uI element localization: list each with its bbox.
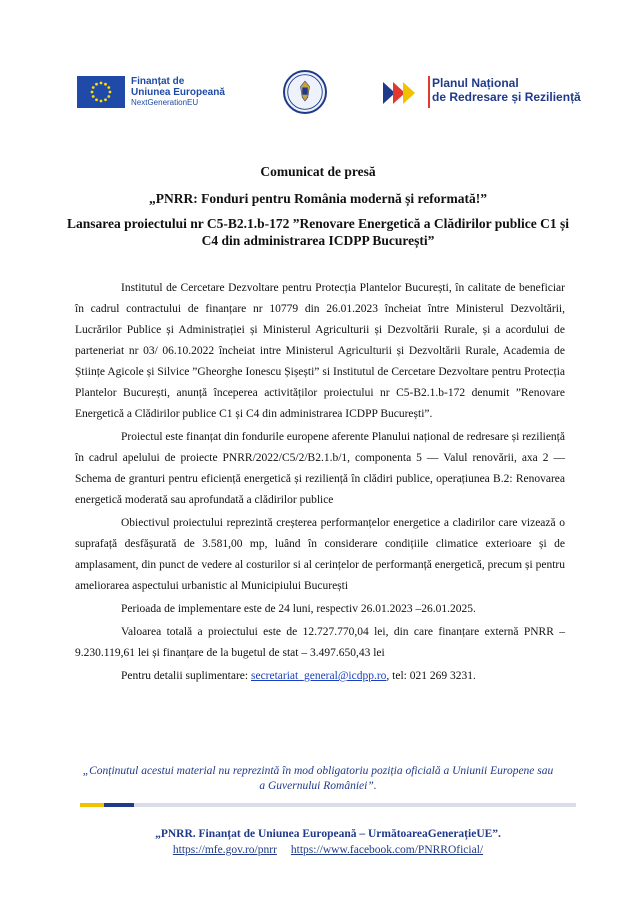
pnrr-label-line2: de Redresare și Reziliență — [432, 90, 581, 104]
press-release-label: Comunicat de presă — [260, 164, 376, 179]
footer-title: „PNRR. Finanțat de Uniunea Europeană – UrmătoareaGenerațieUE”. — [155, 828, 501, 840]
mfe-link[interactable]: https://mfe.gov.ro/pnrr — [172, 844, 277, 856]
paragraph-objective: Obiectivul proiectului reprezintă creșterea performanțelor energetice a cladirilor care vizează o suprafață desfășurată de 3.581,00 mp, luând în considerare condițiile climatice exterioare și de amplasament, din punct de vedere al costurilor si al cerințelor de performanță energetică, precum și pentru ameliorarea aspectului urbanistic al Municipiului București — [75, 517, 565, 592]
pnrr-label-line1: Planul Național — [432, 76, 519, 90]
eu-label-line1: Finanțat de — [131, 76, 185, 87]
project-title: Lansarea proiectului nr C5-B2.1.b-172 ”Renovare Energetică a Clădirilor publice C1 și C4 din administrarea ICDPP București” — [67, 216, 569, 248]
contact-email-link[interactable]: secretariat_general@icdpp.ro — [250, 670, 387, 682]
contact-prefix: Pentru detalii suplimentare: — [121, 670, 251, 682]
press-release-headings — [60, 163, 576, 249]
pnrr-divider — [428, 76, 430, 108]
disclaimer-text: „Conținutul acestui material nu reprezintă în mod obligatoriu poziția oficială a Uniunii Europene sau a Guvernului României”. — [82, 765, 554, 792]
facebook-link[interactable]: https://www.facebook.com/PNRROficial/ — [290, 844, 484, 856]
paragraph-beneficiary: Institutul de Cercetare Dezvoltare pentru Protecția Plantelor București, în calitate de beneficiar în cadrul contractului de finanțare nr 10779 din 26.01.2023 încheiat între Ministerul Dezvoltării, Lucrărilor Publice și Administrației și Ministerul Agriculturii și Dezvoltării Rurale, și a acordului de parteneriat nr 03/ 06.10.2022 încheiat intre Ministerul Agriculturii și Dezvoltării Rurale, Academia de Științe Agicole și Silvice ”Gheorghe Ionescu Șișești” si Institutul de Cercetare Dezvoltare pentru Protecția Plantelor București, anunță începerea activităților proiectului nr C5-B2.1.b-172 denumit ”Renovare Energetică a Clădirilor publice C1 și C4 din administrarea ICDPP București”. — [75, 282, 565, 420]
eu-label-line3: NextGenerationEU — [131, 98, 199, 107]
logo-header — [0, 70, 636, 120]
paragraph-value: Valoarea totală a proiectului este de 12.727.770,04 lei, din care finanțare externă PNRR – 9.230.119,61 lei și finanțare de la bugetul de stat – 3.497.650,43 lei — [75, 626, 565, 659]
eu-funding-label — [131, 76, 225, 108]
pnrr-arrow-icon — [381, 78, 425, 108]
paragraph-contact — [75, 666, 565, 687]
eu-label-line2: Uniunea Europeană — [131, 87, 225, 98]
footer-links — [80, 842, 576, 858]
eu-flag-icon — [77, 76, 125, 108]
press-release-body — [75, 278, 565, 687]
government-seal-icon — [283, 70, 327, 114]
footer-divider — [80, 803, 576, 807]
footer — [80, 826, 576, 858]
paragraph-period: Perioada de implementare este de 24 luni, respectiv 26.01.2023 –26.01.2025. — [121, 603, 476, 615]
paragraph-funding: Proiectul este finanțat din fondurile europene aferente Planului național de redresare și reziliență în cadrul apelului de proiecte PNRR/2022/C5/2/B2.1.b/1, componenta 5 — Valul renovării, axa 2 — Schema de granturi pentru eficiență energetică și reziliență în clădiri publice, operațiunea B.2: Renovarea energetică moderată sau aprofundată a clădirilor publice — [75, 431, 565, 506]
contact-suffix: , tel: 021 269 3231. — [386, 670, 476, 682]
press-release-slogan: „PNRR: Fonduri pentru România modernă și reformată!” — [149, 191, 487, 206]
pnrr-label — [432, 76, 581, 104]
